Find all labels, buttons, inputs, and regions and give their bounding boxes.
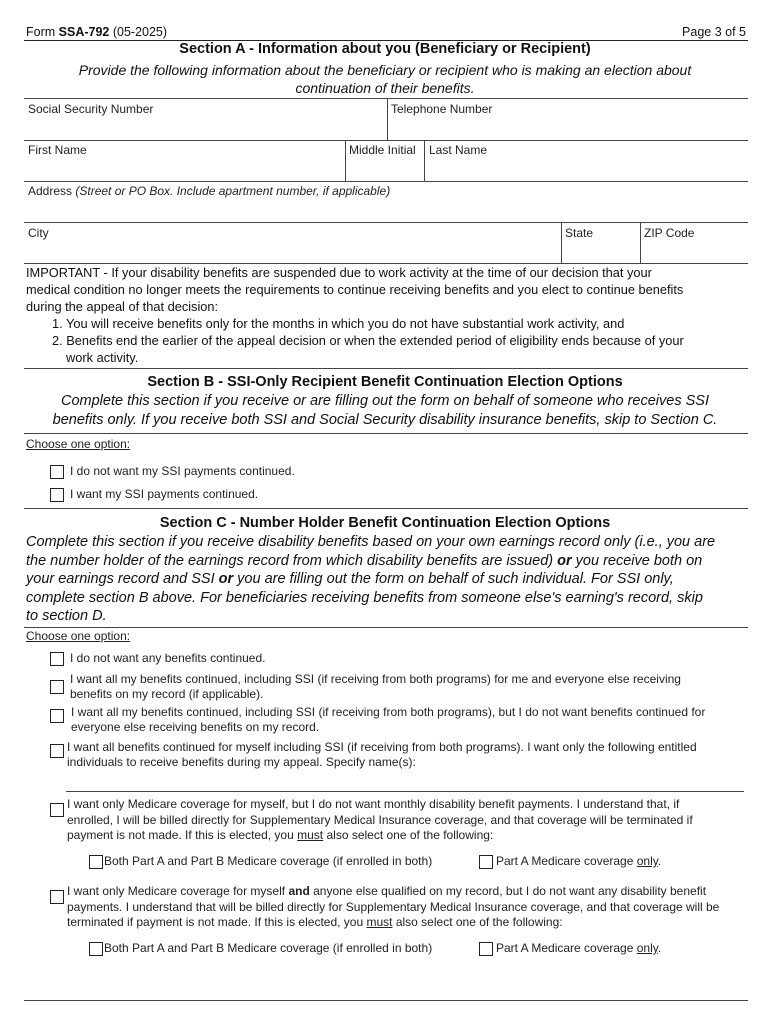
ssi-not-continued-label: I do not want my SSI payments continued. bbox=[70, 464, 295, 478]
section-b-instructions-2: benefits only. If you receive both SSI and Social Security disability insurance benefits, skip to Section C. bbox=[52, 412, 718, 428]
section-a-instructions-1: Provide the following information about the beneficiary or recipient who is making an election about bbox=[78, 62, 692, 78]
self-both-parts-label: Both Part A and Part B Medicare coverage (if enrolled in both) bbox=[104, 854, 433, 868]
section-c-instructions: Complete this section if you receive disability benefits based on your own earnings record only (i.e., you are the number holder of the earnings record from which disability benefits are issued) or you receive both on your earnings record and SSI or you are filling out the form on behalf of such individual. For SSI only, complete section B above. For beneficiaries receiving benefits from someone else's earning's record, skip to section D. bbox=[26, 534, 716, 624]
all-but-others-checkbox[interactable] bbox=[50, 709, 64, 723]
first-name-label: First Name bbox=[28, 143, 87, 157]
section-b-title: Section B - SSI-Only Recipient Benefit Continuation Election Options bbox=[147, 374, 623, 390]
all-benefits-continued-checkbox[interactable] bbox=[50, 680, 64, 694]
specify-names-checkbox[interactable] bbox=[50, 744, 64, 758]
city-field[interactable] bbox=[28, 242, 557, 262]
ssi-not-continued-checkbox[interactable] bbox=[50, 465, 64, 479]
section-a-title: Section A - Information about you (Beneficiary or Recipient) bbox=[179, 41, 591, 57]
telephone-label: Telephone Number bbox=[391, 102, 493, 116]
section-b-instructions-1: Complete this section if you receive or are filling out the form on behalf of someone who receives SSI bbox=[61, 393, 709, 409]
medicare-only-self-label: I want only Medicare coverage for myself, but I do not want monthly disability benefit payments. I understand that, if enrolled, I will be billed directly for Supplementary Medical Insurance coverage, and that coverage will be terminated if payment is not made. If this is elected, you must also select one of the following: bbox=[67, 797, 693, 842]
footer-rule bbox=[24, 1000, 748, 1001]
last-name-label: Last Name bbox=[429, 143, 488, 157]
section-b-choose: Choose one option: bbox=[26, 437, 131, 451]
specify-names-line bbox=[66, 791, 744, 792]
specify-names-label: I want all benefits continued for myself including SSI (if receiving from both programs). I want only the following entitled individuals to receive benefits during my appeal. Specify name(s): bbox=[67, 740, 697, 769]
city-label: City bbox=[28, 226, 49, 240]
all-both-parts-checkbox[interactable] bbox=[89, 942, 103, 956]
medicare-only-all-checkbox[interactable] bbox=[50, 890, 64, 904]
address-label: Address (Street or PO Box. Include apartment number, if applicable) bbox=[28, 184, 391, 198]
medicare-only-all-label: I want only Medicare coverage for myself and anyone else qualified on my record, but I do not want any disability benefit payments. I understand that will be billed directly for Supplementary Medical Insurance coverage, and that coverage will be terminated if payment is not made. If this is elected, you must also select one of the following: bbox=[67, 884, 720, 929]
telephone-field[interactable] bbox=[391, 118, 746, 138]
self-both-parts-checkbox[interactable] bbox=[89, 855, 103, 869]
last-name-field[interactable] bbox=[429, 159, 746, 179]
medicare-only-self-checkbox[interactable] bbox=[50, 803, 64, 817]
middle-initial-field[interactable] bbox=[349, 159, 421, 179]
important-notice: IMPORTANT - If your disability benefits are suspended due to work activity at the time of our decision that your medical condition no longer meets the requirements to continue receiving benefits and you elect to continue benefits during the appeal of that decision: 1. You will receive benefits only for the months in which you do not have substantial work activity, and 2. Benefits end the earlier of the appeal decision or when the extended period of eligibility ends because of your work activity. bbox=[26, 265, 684, 365]
self-part-a-checkbox[interactable] bbox=[479, 855, 493, 869]
no-benefits-continued-checkbox[interactable] bbox=[50, 652, 64, 666]
all-but-others-label: I want all my benefits continued, including SSI (if receiving from both programs), but I do not want benefits continued for everyone else receiving benefits on my record. bbox=[71, 705, 706, 734]
middle-initial-label: Middle Initial bbox=[349, 143, 416, 157]
ssi-continued-checkbox[interactable] bbox=[50, 488, 64, 502]
section-c-title: Section C - Number Holder Benefit Continuation Election Options bbox=[159, 515, 611, 531]
section-a-instructions-2: continuation of their benefits. bbox=[295, 80, 475, 96]
all-part-a-checkbox[interactable] bbox=[479, 942, 493, 956]
all-both-parts-label: Both Part A and Part B Medicare coverage (if enrolled in both) bbox=[104, 941, 433, 955]
state-label: State bbox=[565, 226, 594, 240]
form-number: Form SSA-792 (05-2025) bbox=[26, 25, 168, 39]
ssn-field[interactable] bbox=[28, 118, 383, 138]
state-field[interactable] bbox=[565, 242, 637, 262]
address-field[interactable] bbox=[28, 200, 746, 220]
no-benefits-continued-label: I do not want any benefits continued. bbox=[70, 651, 266, 665]
section-c-choose: Choose one option: bbox=[26, 629, 131, 643]
all-part-a-label: Part A Medicare coverage only. bbox=[496, 941, 662, 955]
specify-names-field[interactable] bbox=[66, 773, 744, 791]
ssi-continued-label: I want my SSI payments continued. bbox=[70, 487, 259, 501]
page-number: Page 3 of 5 bbox=[682, 25, 746, 39]
zip-field[interactable] bbox=[644, 242, 746, 262]
all-benefits-continued-label: I want all my benefits continued, including SSI (if receiving from both programs) for me and everyone else receiving benefits on my record (if applicable). bbox=[70, 672, 681, 701]
zip-label: ZIP Code bbox=[644, 226, 695, 240]
ssn-label: Social Security Number bbox=[28, 102, 154, 116]
self-part-a-label: Part A Medicare coverage only. bbox=[496, 854, 662, 868]
first-name-field[interactable] bbox=[28, 159, 341, 179]
